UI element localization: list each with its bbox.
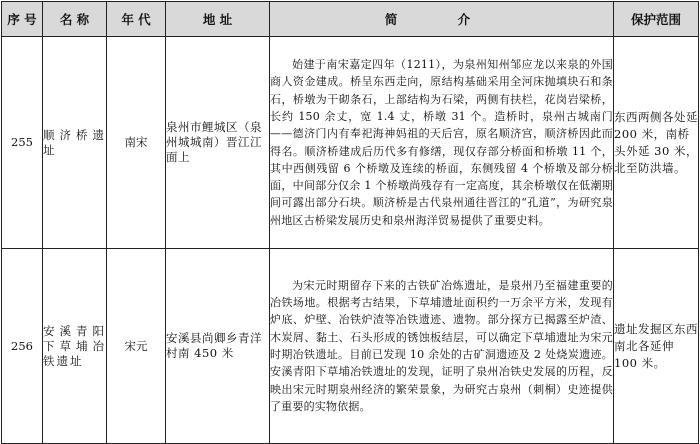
cell-no: 256 <box>2 249 43 444</box>
heritage-sites-table <box>1 1 699 444</box>
cell-era: 南宋 <box>107 37 166 249</box>
table-row <box>2 37 699 249</box>
cell-brief <box>270 249 614 444</box>
cell-brief <box>270 37 614 249</box>
cell-era: 宋元 <box>107 249 166 444</box>
cell-name: 安溪青阳下草埔冶铁遗址 <box>43 249 107 444</box>
cell-protection: 遗址发掘区东西南北各延伸 100 米。 <box>614 249 699 444</box>
table-row <box>2 249 699 444</box>
cell-no: 255 <box>2 37 43 249</box>
header-row <box>2 2 699 37</box>
header-era: 年 代 <box>107 2 166 37</box>
brief-text: 为宋元时期留存下来的古铁矿冶炼遗址，是泉州乃至福建重要的冶铁场地。根据考古结果，下草埔遗址面积约一万余平方米，发现有炉底、炉壁、冶铁炉渣等冶铁遗迹、遗物。部分探方已揭露至炉渣、木炭屑、黏土、石头形成的锈蚀板结层，可以确定下草埔遗址为宋元时期冶铁遗址。目前已发现 10 余处的古矿洞遗迹及 2 处烧炭遗迹。安溪青阳下草埔冶铁遗址的发现，证明了泉州冶铁史发展的历程，反映出宋元时期泉州经济的繁荣景象，为研究古泉州（刺桐）史迹提供了重要的实物依据。 <box>270 278 613 413</box>
header-address: 地 址 <box>166 2 270 37</box>
header-protection: 保护范围 <box>614 2 699 37</box>
header-brief: 简 介 <box>270 2 614 37</box>
cell-protection: 东西两侧各处延 200 米，南桥头外延 30 米，北至防洪墙。 <box>614 37 699 249</box>
header-name: 名 称 <box>43 2 107 37</box>
header-no: 序 号 <box>2 2 43 37</box>
brief-text: 始建于南宋嘉定四年（1211），为泉州知州邹应龙以来泉的外国商人资金建成。桥呈东西走向，原结构基础采用全河床抛填块石和条石，桥墩为干砌条石，上部结构为石梁，两侧有扶栏，花岗岩梁桥，长约 150 余丈，宽 1.4 丈，桥墩 31 个。造桥时，泉州古城南门——德济门内有奉祀海神妈祖的天后宫，原名顺济宫，顺济桥因此而得名。顺济桥建成后历代多有修缮，现仅存部分桥面和桥墩 11 个，其中西侧残留 6 个桥墩及连续的桥面，东侧残留 4 个桥墩及部分桥面，中间部分仅余 1 个桥墩尚残存有一定高度，其余桥墩仅在低潮期间可露出部分石块。顺济桥是古代泉州通往晋江的“孔道”，为研究泉州地区古桥梁发展历史和泉州海洋贸易提供了重要史料。 <box>270 58 613 227</box>
cell-name: 顺济桥遗址 <box>43 37 107 249</box>
cell-address: 安溪县尚卿乡青洋村南 450 米 <box>166 249 270 444</box>
cell-address: 泉州市鲤城区（泉州城城南）晋江江面上 <box>166 37 270 249</box>
